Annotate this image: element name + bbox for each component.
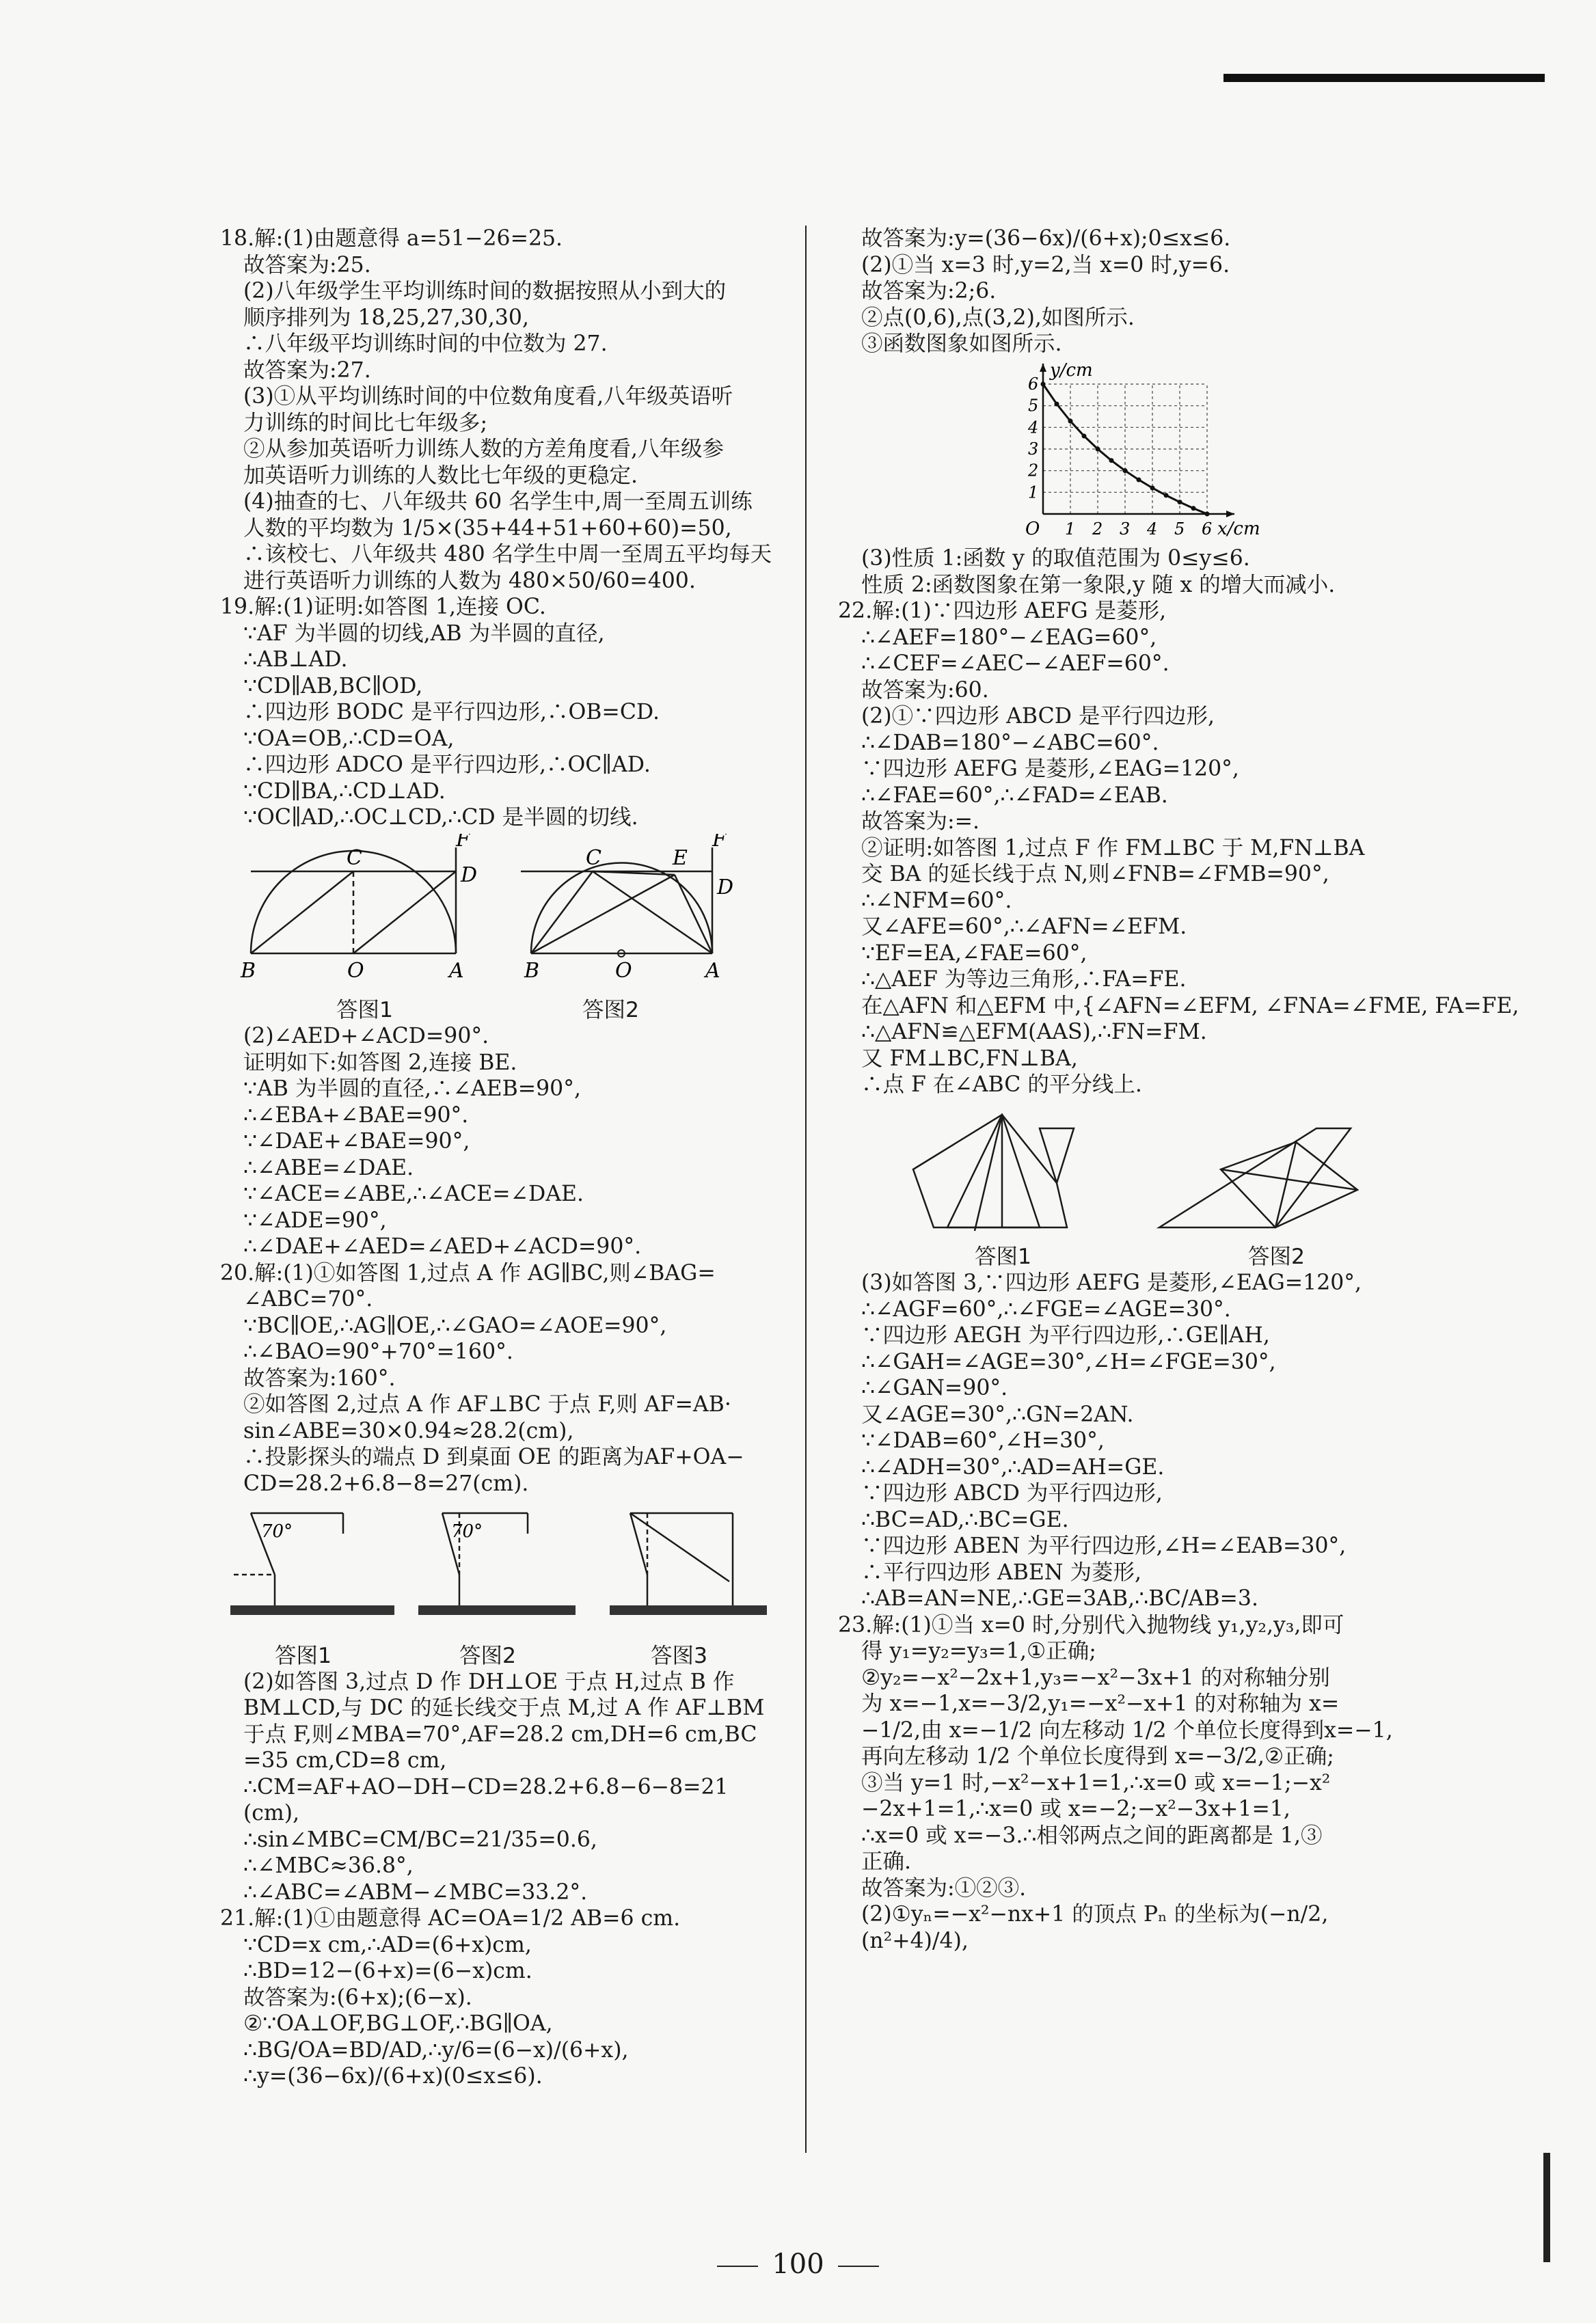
text-line: ∴∠EBA+∠BAE=90°. xyxy=(243,1102,469,1128)
label-F2: F xyxy=(712,833,727,852)
y-tick-label: 1 xyxy=(1028,482,1039,502)
text-line: ∴x=0 或 x=−3.∴相邻两点之间的距离都是 1,③ xyxy=(861,1823,1323,1848)
y-axis-label: y/cm xyxy=(1050,359,1093,381)
text-line: =35 cm,CD=8 cm, xyxy=(243,1748,447,1773)
text-line: ∵四边形 ABEN 为平行四边形,∠H=∠EAB=30°, xyxy=(861,1534,1347,1558)
label-C1: C xyxy=(347,845,362,870)
text-line: 20.解:(1)①如答图 1,过点 A 作 AG∥BC,则∠BAG= xyxy=(220,1260,716,1286)
text-line: 正确. xyxy=(861,1849,912,1874)
top-rule xyxy=(1223,74,1545,82)
table-surface-2 xyxy=(418,1605,576,1615)
text-line: 性质 2:函数图象在第一象限,y 随 x 的增大而减小. xyxy=(861,572,1336,597)
angle-70-label-1: 70° xyxy=(261,1521,293,1542)
text-line: 又 FM⊥BC,FN⊥BA, xyxy=(861,1046,1078,1071)
text-line: ∵CD=x cm,∴AD=(6+x)cm, xyxy=(243,1932,532,1957)
text-line: ∴∠GAN=90°. xyxy=(861,1376,1008,1400)
answer-block-22b-23 xyxy=(838,1270,1439,1954)
text-line: ∴∠ABC=∠ABM−∠MBC=33.2°. xyxy=(243,1879,588,1905)
text-line: ②证明:如答图 1,过点 F 作 FM⊥BC 于 M,FN⊥BA xyxy=(861,835,1365,860)
data-point xyxy=(1178,500,1182,504)
text-line: (3)①从平均训练时间的中位数角度看,八年级英语听 xyxy=(243,384,733,409)
text-line: 18.解:(1)由题意得 a=51−26=25. xyxy=(220,226,563,251)
text-line: 为 x=−1,x=−3/2,y₁=−x²−x+1 的对称轴为 x= xyxy=(861,1692,1340,1716)
rhombus-figures xyxy=(838,1101,1439,1238)
text-line: ∵四边形 ABCD 为平行四边形, xyxy=(861,1481,1163,1506)
label-D1: D xyxy=(461,862,478,887)
projector-figures xyxy=(220,1499,781,1636)
label-O1: O xyxy=(347,958,364,983)
text-line: ∵∠DAB=60°,∠H=30°, xyxy=(861,1428,1105,1453)
x-axis-label: x/cm xyxy=(1217,518,1260,538)
data-point xyxy=(1123,468,1128,473)
text-line: ∴∠DAE+∠AED=∠AED+∠ACD=90°. xyxy=(243,1234,642,1259)
label-D2: D xyxy=(717,875,734,899)
text-line: ∴八年级平均训练时间的中位数为 27. xyxy=(243,331,608,356)
text-line: ∴CM=AF+AO−DH−CD=28.2+6.8−6−8=21 xyxy=(243,1774,729,1799)
label-F1: F xyxy=(456,833,470,852)
text-line: ∴∠NFM=60°. xyxy=(861,888,1012,913)
text-line: 故答案为:(6+x);(6−x). xyxy=(243,1985,472,2010)
answer-block-20b-21 xyxy=(220,1669,781,2090)
q19-figures xyxy=(220,834,781,1022)
data-point xyxy=(1205,511,1210,516)
text-line: BM⊥CD,与 DC 的延长线交于点 M,过 A 作 AF⊥BM xyxy=(243,1696,765,1720)
text-line: (3)如答图 3,∵四边形 AEFG 是菱形,∠EAG=120°, xyxy=(861,1271,1362,1295)
text-line: ∵BC∥OE,∴AG∥OE,∴∠GAO=∠AOE=90°, xyxy=(243,1313,667,1338)
text-line: ∴∠AGF=60°,∴∠FGE=∠AGE=30°. xyxy=(861,1296,1231,1322)
origin-label: O xyxy=(1025,518,1040,538)
text-line: ③函数图象如图所示. xyxy=(861,331,1062,356)
text-line: ∴平行四边形 ABEN 为菱形, xyxy=(861,1560,1141,1585)
page-edge-mark xyxy=(1543,2153,1550,2262)
label-C2: C xyxy=(586,845,601,870)
text-line: 证明如下:如答图 2,连接 BE. xyxy=(243,1050,517,1075)
text-line: 力训练的时间比七年级多; xyxy=(243,410,488,435)
text-line: ∵∠ACE=∠ABE,∴∠ACE=∠DAE. xyxy=(243,1182,584,1206)
text-line: (2)∠AED+∠ACD=90°. xyxy=(243,1024,489,1048)
text-line: ∵AB 为半圆的直径,∴∠AEB=90°, xyxy=(243,1076,581,1101)
text-line: 加英语听力训练的人数比七年级的更稳定. xyxy=(243,463,638,488)
text-line: ∵四边形 AEGH 为平行四边形,∴GE∥AH, xyxy=(861,1323,1270,1348)
right-column xyxy=(838,226,1519,1954)
label-B2: B xyxy=(524,958,540,983)
text-line: (2)①yₙ=−x²−nx+1 的顶点 Pₙ 的坐标为(−n/2, xyxy=(861,1902,1329,1927)
label-B1: B xyxy=(241,958,256,983)
text-line: (2)①当 x=3 时,y=2,当 x=0 时,y=6. xyxy=(861,252,1230,277)
table-surface-1 xyxy=(230,1605,394,1615)
x-tick-label: 6 xyxy=(1202,519,1213,538)
caption-q19-fig1: 答图1 xyxy=(336,998,394,1022)
text-line: ∴∠AEF=180°−∠EAG=60°, xyxy=(861,625,1157,650)
text-line: ∴∠DAB=180°−∠ABC=60°. xyxy=(861,730,1159,755)
table-surface-3 xyxy=(610,1605,767,1615)
text-line: 人数的平均数为 1/5×(35+44+51+60+60)=50, xyxy=(243,515,732,541)
angle-70-label-2: 70° xyxy=(451,1521,483,1542)
text-line: 得 y₁=y₂=y₃=1,①正确; xyxy=(861,1639,1096,1663)
text-line: ∠ABC=70°. xyxy=(243,1287,373,1312)
y-tick-label: 3 xyxy=(1028,439,1039,459)
text-line: 又∠AFE=60°,∴∠AFN=∠EFM. xyxy=(861,914,1187,939)
text-line: −1/2,由 x=−1/2 向左移动 1/2 个单位长度得到x=−1, xyxy=(861,1717,1393,1743)
caption-q22-fig2: 答图2 xyxy=(1248,1245,1306,1269)
text-line: ∴点 F 在∠ABC 的平分线上. xyxy=(861,1072,1142,1097)
y-tick-label: 5 xyxy=(1028,396,1039,416)
y-tick-label: 4 xyxy=(1028,417,1039,437)
answer-block-21b xyxy=(838,226,1439,357)
text-line: ∴sin∠MBC=CM/BC=21/35=0.6, xyxy=(243,1827,597,1852)
label-A1: A xyxy=(449,958,464,983)
data-point xyxy=(1164,493,1169,498)
x-tick-label: 1 xyxy=(1065,519,1076,538)
text-line: ∴AB⊥AD. xyxy=(243,647,348,672)
text-line: −2x+1=1,∴x=0 或 x=−2;−x²−3x+1=1, xyxy=(861,1797,1290,1821)
text-line: (cm), xyxy=(243,1801,300,1825)
text-line: ∴∠FAE=60°,∴∠FAD=∠EAB. xyxy=(861,783,1168,808)
answer-block-21c-22 xyxy=(838,545,1519,1098)
text-line: ∴BG/OA=BD/AD,∴y/6=(6−x)/(6+x), xyxy=(243,2037,629,2063)
left-column xyxy=(220,226,781,2090)
function-chart xyxy=(838,360,1439,538)
x-tick-label: 5 xyxy=(1174,519,1185,538)
text-line: ∴∠BAO=90°+70°=160°. xyxy=(243,1340,513,1364)
text-line: 进行英语听力训练的人数为 480×50/60=400. xyxy=(243,568,696,593)
text-line: ∵AF 为半圆的切线,AB 为半圆的直径, xyxy=(243,621,605,646)
text-line: ∵∠ADE=90°, xyxy=(243,1208,387,1233)
text-line: 于点 F,则∠MBA=70°,AF=28.2 cm,DH=6 cm,BC xyxy=(243,1722,757,1747)
data-point xyxy=(1041,381,1046,386)
answer-block-18-19 xyxy=(220,226,781,831)
caption-q20-fig3: 答图3 xyxy=(651,1643,708,1668)
text-line: (2)八年级学生平均训练时间的数据按照从小到大的 xyxy=(243,279,727,303)
data-point xyxy=(1150,485,1155,490)
text-line: 23.解:(1)①当 x=0 时,分别代入抛物线 y₁,y₂,y₃,即可 xyxy=(838,1612,1344,1638)
data-point xyxy=(1137,477,1141,482)
x-tick-label: 4 xyxy=(1147,519,1158,538)
text-line: ∴∠ABE=∠DAE. xyxy=(243,1155,414,1180)
text-line: (2)如答图 3,过点 D 作 DH⊥OE 于点 H,过点 B 作 xyxy=(243,1669,735,1694)
text-line: ∵四边形 AEFG 是菱形,∠EAG=120°, xyxy=(861,757,1239,781)
x-tick-label: 3 xyxy=(1120,519,1131,538)
text-line: ②∵OA⊥OF,BG⊥OF,∴BG∥OA, xyxy=(243,2011,553,2036)
text-line: 又∠AGE=30°,∴GN=2AN. xyxy=(861,1402,1134,1427)
function-graph xyxy=(838,360,1439,545)
caption-q20-fig1: 答图1 xyxy=(275,1643,332,1668)
text-line: ②y₂=−x²−2x+1,y₃=−x²−3x+1 的对称轴分别 xyxy=(861,1665,1330,1690)
label-E2: E xyxy=(673,845,688,870)
answer-block-19b-20 xyxy=(220,1023,781,1497)
text-line: 故答案为:y=(36−6x)/(6+x);0≤x≤6. xyxy=(861,226,1231,251)
text-line: 故答案为:2;6. xyxy=(861,279,997,303)
text-line: 交 BA 的延长线于点 N,则∠FNB=∠FMB=90°, xyxy=(861,862,1329,886)
data-point xyxy=(1082,433,1087,438)
page-number xyxy=(0,2249,1596,2280)
text-line: ∴AB=AN=NE,∴GE=3AB,∴BC/AB=3. xyxy=(861,1586,1258,1611)
text-line: sin∠ABE=30×0.94≈28.2(cm), xyxy=(243,1418,574,1443)
text-line: 在△AFN 和△EFM 中,{∠AFN=∠EFM, ∠FNA=∠FME, FA=FE, xyxy=(861,993,1519,1018)
text-line: ∴∠GAH=∠AGE=30°,∠H=∠FGE=30°, xyxy=(861,1349,1276,1374)
text-line: 22.解:(1)∵四边形 AEFG 是菱形, xyxy=(838,599,1167,623)
caption-q22-fig1: 答图1 xyxy=(975,1245,1032,1269)
text-line: 21.解:(1)①由题意得 AC=OA=1/2 AB=6 cm. xyxy=(220,1906,681,1931)
text-line: ∴该校七、八年级共 480 名学生中周一至周五平均每天 xyxy=(243,542,772,567)
text-line: ∴四边形 ADCO 是平行四边形,∴OC∥AD. xyxy=(243,752,651,777)
text-line: ②点(0,6),点(3,2),如图所示. xyxy=(861,305,1135,330)
text-line: 19.解:(1)证明:如答图 1,连接 OC. xyxy=(220,595,546,619)
text-line: ∴投影探头的端点 D 到桌面 OE 的距离为AF+OA− xyxy=(243,1445,744,1469)
x-axis-arrow xyxy=(1226,511,1234,517)
text-line: 故答案为:60. xyxy=(861,677,989,703)
data-point xyxy=(1068,418,1073,423)
y-axis-arrow xyxy=(1040,364,1046,372)
label-A2: A xyxy=(705,958,720,983)
q22-figures xyxy=(838,1101,1439,1269)
page-number-dash-left xyxy=(717,2266,758,2267)
text-line: ∴BC=AD,∴BC=GE. xyxy=(861,1507,1069,1532)
text-line: (4)抽查的七、八年级共 60 名学生中,周一至周五训练 xyxy=(243,489,753,514)
text-line: (2)①∵四边形 ABCD 是平行四边形, xyxy=(861,704,1215,729)
text-line: ∴∠CEF=∠AEC−∠AEF=60°. xyxy=(861,651,1169,676)
caption-q20-fig2: 答图2 xyxy=(459,1643,517,1668)
text-line: 故答案为:①②③. xyxy=(861,1875,1027,1901)
text-line: ∴△AFN≌△EFM(AAS),∴FN=FM. xyxy=(861,1020,1207,1044)
data-point xyxy=(1096,446,1100,451)
text-line: ∴∠ADH=30°,∴AD=AH=GE. xyxy=(861,1454,1165,1480)
text-line: ②如答图 2,过点 A 作 AF⊥BC 于点 F,则 AF=AB· xyxy=(243,1392,731,1417)
text-line: ∵OC∥AD,∴OC⊥CD,∴CD 是半圆的切线. xyxy=(243,805,638,830)
y-tick-label: 2 xyxy=(1028,461,1039,480)
page-number-text: 100 xyxy=(772,2249,824,2280)
text-line: (3)性质 1:函数 y 的取值范围为 0≤y≤6. xyxy=(861,546,1250,571)
text-line: 故答案为:160°. xyxy=(243,1366,396,1391)
text-line: 顺序排列为 18,25,27,30,30, xyxy=(243,305,529,330)
text-line: ∵CD∥BA,∴CD⊥AD. xyxy=(243,778,446,804)
text-line: ∵EF=EA,∠FAE=60°, xyxy=(861,940,1087,966)
text-line: 故答案为:27. xyxy=(243,357,371,383)
text-line: ∴四边形 BODC 是平行四边形,∴OB=CD. xyxy=(243,700,660,724)
label-O2: O xyxy=(615,958,632,983)
text-line: ∴∠MBC≈36.8°, xyxy=(243,1853,414,1878)
text-line: ∵∠DAE+∠BAE=90°, xyxy=(243,1129,470,1154)
data-point xyxy=(1109,458,1114,463)
text-line: ②从参加英语听力训练人数的方差角度看,八年级参 xyxy=(243,437,725,461)
text-line: (n²+4)/4), xyxy=(861,1928,969,1953)
text-line: ∴BD=12−(6+x)=(6−x)cm. xyxy=(243,1959,532,1983)
caption-q19-fig2: 答图2 xyxy=(582,998,640,1022)
text-line: 再向左移动 1/2 个单位长度得到 x=−3/2,②正确; xyxy=(861,1744,1334,1769)
y-tick-label: 6 xyxy=(1028,374,1039,394)
x-tick-label: 2 xyxy=(1092,519,1103,538)
text-line: ∵CD∥AB,BC∥OD, xyxy=(243,673,423,698)
column-divider xyxy=(805,226,807,2153)
q20-figures xyxy=(220,1499,781,1668)
text-line: ③当 y=1 时,−x²−x+1=1,∴x=0 或 x=−1;−x² xyxy=(861,1770,1331,1795)
text-line: ∵OA=OB,∴CD=OA, xyxy=(243,726,455,751)
data-point xyxy=(1191,506,1196,511)
text-line: ∴△AEF 为等边三角形,∴FA=FE. xyxy=(861,967,1187,992)
text-line: ∴y=(36−6x)/(6+x)(0≤x≤6). xyxy=(243,2064,543,2089)
text-line: CD=28.2+6.8−8=27(cm). xyxy=(243,1471,529,1496)
page-number-dash-right xyxy=(838,2266,879,2267)
text-line: 故答案为:=. xyxy=(861,809,980,834)
semicircle-figures xyxy=(220,834,781,991)
text-line: 故答案为:25. xyxy=(243,252,371,277)
data-point xyxy=(1055,401,1059,406)
